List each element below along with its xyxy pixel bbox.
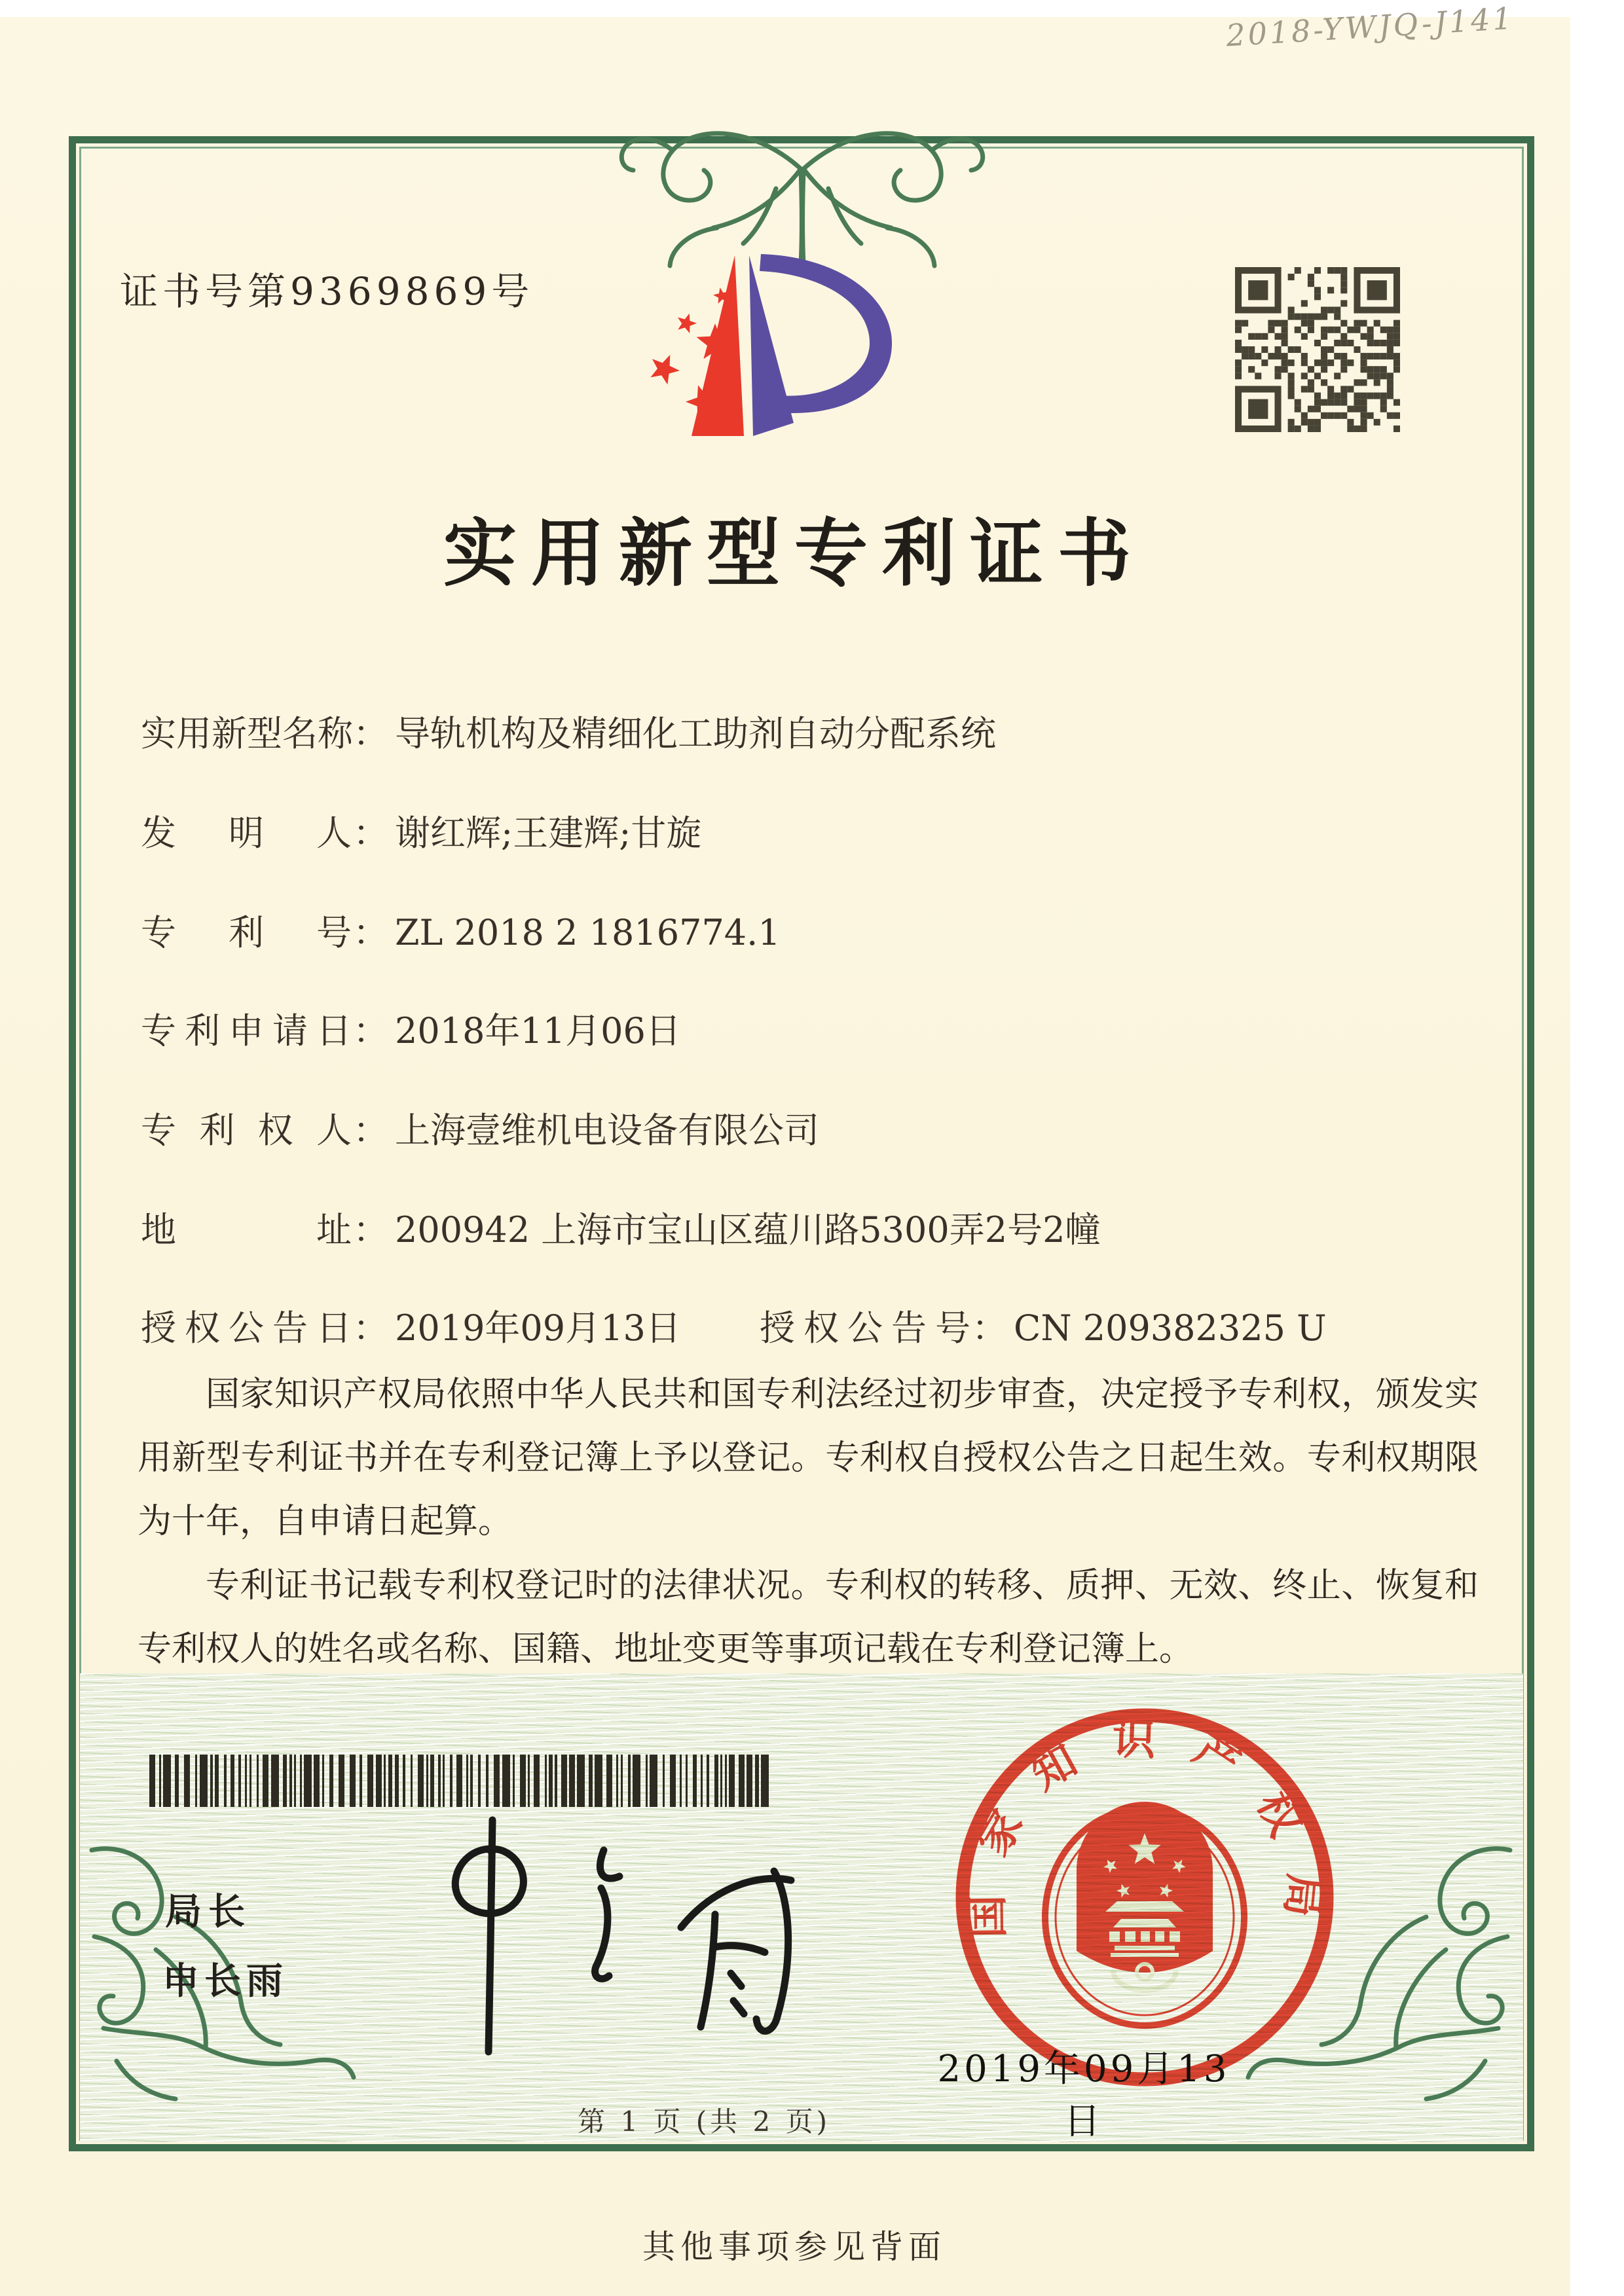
field-cell-grant-number: [760, 1300, 1327, 1351]
national-emblem-icon: [1045, 1802, 1244, 2026]
body-paragraph: 专利证书记载专利权登记时的法律状况。专利权的转移、质押、无效、终止、恢复和专利权人的姓名或名称、国籍、地址变更等事项记载在专利登记簿上。: [138, 1565, 1479, 1669]
field-label: 专利申请日: [141, 1010, 352, 1051]
certificate-number: 证书号第9369869号: [120, 269, 534, 314]
field-value: CN 209382325 U: [1014, 1307, 1327, 1349]
field-row-inventors: [141, 805, 701, 856]
seal-ring-text: 国家知识产权局: [961, 1713, 1331, 1954]
page-number: 第 1 页 (共 2 页): [578, 2105, 830, 2138]
field-colon: ：: [353, 1010, 388, 1051]
field-value: 导轨机构及精细化工助剂自动分配系统: [395, 713, 996, 754]
signature-icon: [406, 1808, 825, 2070]
body-paragraph: 国家知识产权局依照中华人民共和国专利法经过初步审查，决定授予专利权，颁发实用新型专利证书并在专利登记簿上予以登记。专利权自授权公告之日起生效。专利权期限为十年，自申请日起算。: [138, 1375, 1479, 1542]
field-label: 授权公告号: [760, 1307, 970, 1349]
field-colon: ：: [353, 1110, 388, 1151]
handwritten-note: 2018-YWJQ-J141: [1225, 0, 1516, 54]
seal-date: 2019年09月13日: [937, 2048, 1230, 2143]
field-colon: ：: [353, 1209, 388, 1250]
field-label: 实用新型名称: [141, 713, 353, 754]
field-row-patentee: [141, 1102, 819, 1153]
field-value: ZL 2018 2 1816774.1: [395, 912, 781, 953]
cnipa-logo-icon: [623, 236, 912, 452]
field-colon: ：: [972, 1307, 1007, 1349]
field-label: 地址: [141, 1209, 352, 1250]
field-colon: ：: [353, 812, 388, 854]
director-name: 申长雨: [162, 1959, 288, 2003]
field-colon: ：: [353, 1307, 388, 1349]
legal-text-block: [138, 1363, 1479, 1681]
field-colon: ：: [353, 912, 388, 953]
field-value: 上海壹维机电设备有限公司: [395, 1110, 819, 1151]
field-row-patent-number: [141, 905, 781, 955]
field-label: 专利权人: [141, 1110, 352, 1151]
field-row-address: [141, 1202, 1100, 1252]
field-colon: ：: [353, 713, 388, 754]
certificate-title: 实用新型专利证书: [443, 511, 1145, 596]
field-row-filing-date: [141, 1003, 681, 1053]
field-row-grant: [141, 1300, 1327, 1351]
field-label: 发明人: [141, 812, 352, 854]
field-row-name: [141, 706, 996, 756]
director-title-label: 局长: [165, 1890, 251, 1933]
field-label: 专利号: [141, 912, 352, 953]
field-value: 2019年09月13日: [395, 1307, 681, 1349]
field-label: 授权公告日: [141, 1307, 352, 1349]
barcode-icon: [149, 1753, 771, 1808]
back-side-note: 其他事项参见背面: [642, 2228, 946, 2266]
official-seal-icon: [948, 1701, 1341, 2094]
qr-code-icon: [1235, 267, 1400, 432]
field-value: 2018年11月06日: [395, 1010, 681, 1051]
field-value: 200942 上海市宝山区蕴川路5300弄2号2幢: [395, 1209, 1101, 1250]
field-value: 谢红辉;王建辉;甘旋: [395, 812, 702, 854]
